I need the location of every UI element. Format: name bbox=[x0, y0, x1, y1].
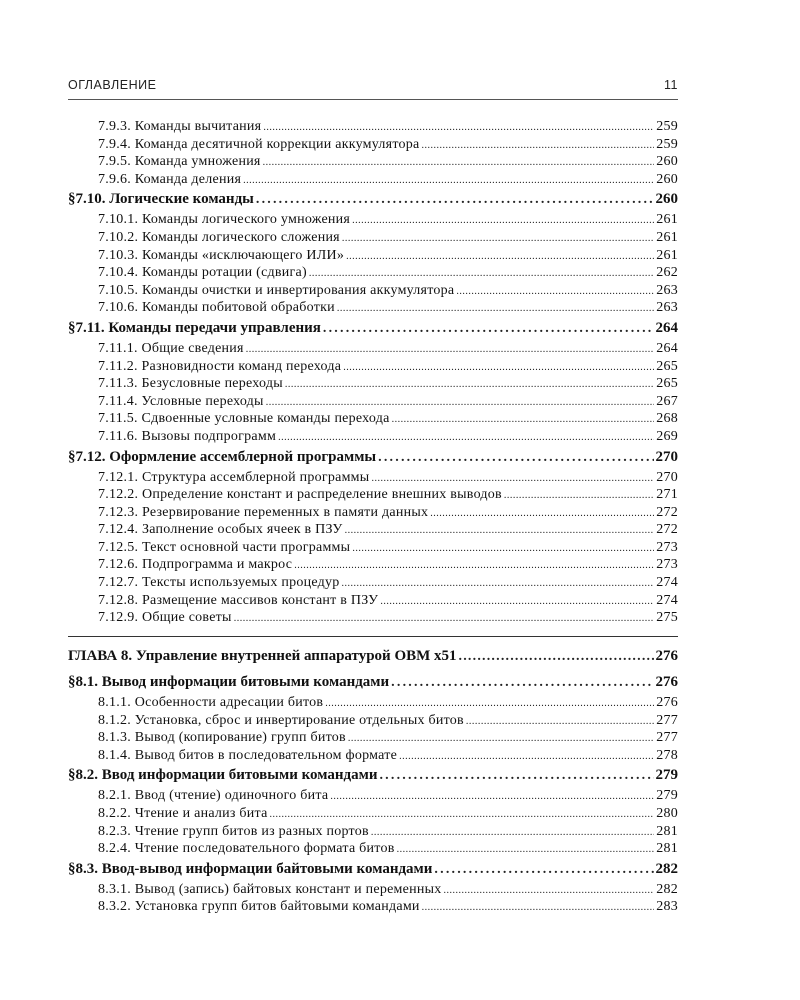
toc-entry-page: 282 bbox=[655, 860, 678, 877]
toc-entry-title: §7.12. Оформление ассемблерной программы bbox=[68, 448, 377, 465]
toc-entry bbox=[68, 341, 678, 359]
toc-entry-title: 7.11.2. Разновидности команд перехода bbox=[98, 358, 342, 374]
toc-entry-title: 7.11.6. Вызовы подпрограмм bbox=[98, 428, 277, 444]
toc-entry-page: 272 bbox=[656, 504, 678, 520]
toc-entry-page: 279 bbox=[656, 788, 678, 804]
dot-leader bbox=[323, 320, 654, 337]
toc-entry-title: 7.10.2. Команды логического сложения bbox=[98, 229, 340, 245]
toc-entry-title: 7.12.8. Размещение массивов констант в ПЗУ bbox=[98, 592, 379, 608]
dot-leader bbox=[263, 119, 654, 135]
toc-entry-title: 7.10.3. Команды «исключающего ИЛИ» bbox=[98, 247, 345, 263]
toc-entry bbox=[68, 154, 678, 172]
toc-entry-title: 7.9.3. Команды вычитания bbox=[98, 119, 262, 134]
dot-leader bbox=[371, 470, 654, 486]
toc-entry-page: 260 bbox=[655, 191, 678, 208]
toc-entry bbox=[68, 248, 678, 266]
toc-chapter-entry bbox=[68, 648, 678, 672]
toc-entry bbox=[68, 841, 678, 859]
toc-entry-page: 283 bbox=[656, 899, 678, 915]
toc-entry-title: 8.1.3. Вывод (копирование) групп битов bbox=[98, 730, 346, 746]
toc-entry-page: 261 bbox=[656, 247, 678, 263]
running-head bbox=[68, 78, 678, 94]
toc-entry-title: 8.1.2. Установка, сброс и инвертирование отдельных битов bbox=[98, 712, 464, 728]
toc-entry-title: 7.12.9. Общие советы bbox=[98, 610, 232, 626]
dot-leader bbox=[330, 788, 654, 804]
toc-entry-page: 275 bbox=[656, 610, 678, 626]
toc-entry-title: 7.9.5. Команда умножения bbox=[98, 154, 261, 170]
toc-section-entry bbox=[68, 765, 678, 788]
toc-entry bbox=[68, 411, 678, 429]
dot-leader bbox=[234, 610, 655, 626]
dot-leader bbox=[346, 248, 654, 264]
dot-leader bbox=[309, 265, 654, 281]
toc-entry bbox=[68, 557, 678, 575]
toc-entry-page: 272 bbox=[656, 522, 678, 538]
dot-leader bbox=[278, 429, 654, 445]
toc-entry bbox=[68, 593, 678, 611]
dot-leader bbox=[456, 283, 654, 299]
toc-entry-title: 8.2.4. Чтение последовательного формата битов bbox=[98, 841, 395, 857]
toc-entry-page: 280 bbox=[656, 805, 678, 821]
dot-leader bbox=[459, 648, 654, 665]
toc-entry-page: 265 bbox=[656, 358, 678, 374]
toc-entry-title: 8.3.2. Установка групп битов байтовыми командами bbox=[98, 899, 420, 915]
toc-entry bbox=[68, 376, 678, 394]
toc-entry-title: 7.10.5. Команды очистки и инвертирования аккумулятора bbox=[98, 282, 455, 298]
dot-leader bbox=[371, 824, 654, 840]
toc-entry-title: 7.12.5. Текст основной части программы bbox=[98, 539, 351, 555]
toc-entry-page: 274 bbox=[656, 592, 678, 608]
toc-entry bbox=[68, 487, 678, 505]
toc-entry-title: 7.10.4. Команды ротации (сдвига) bbox=[98, 265, 307, 281]
toc-entry-page: 270 bbox=[655, 448, 678, 465]
dot-leader bbox=[378, 449, 653, 466]
dot-leader bbox=[466, 713, 654, 729]
toc-entry bbox=[68, 265, 678, 283]
toc-entry-title: 7.9.4. Команда десятичной коррекции аккумулятора bbox=[98, 136, 420, 152]
toc-entry-title: §7.10. Логические команды bbox=[68, 191, 254, 208]
toc-entry-page: 277 bbox=[656, 730, 678, 746]
toc-entry bbox=[68, 748, 678, 766]
toc-entry-page: 263 bbox=[656, 300, 678, 316]
toc-entry-title: 8.2.3. Чтение групп битов из разных портов bbox=[98, 823, 369, 839]
header-rule bbox=[68, 99, 678, 100]
dot-leader bbox=[391, 674, 653, 691]
toc-entry-page: 278 bbox=[656, 747, 678, 763]
toc-entry-title: 7.11.4. Условные переходы bbox=[98, 393, 264, 409]
toc-entry-page: 276 bbox=[655, 674, 678, 690]
dot-leader bbox=[444, 882, 655, 898]
toc-entry-title: §8.2. Ввод информации битовыми командами bbox=[68, 767, 378, 784]
dot-leader bbox=[341, 575, 654, 591]
toc-entry-title: 7.12.1. Структура ассемблерной программы bbox=[98, 469, 370, 485]
running-head-title: ОГЛАВЛЕНИЕ bbox=[68, 78, 157, 92]
toc-entry-page: 279 bbox=[655, 767, 678, 784]
toc-entry-title: 8.1.1. Особенности адресации битов bbox=[98, 695, 324, 710]
toc-entry-title: 8.1.4. Вывод битов в последовательном формате bbox=[98, 747, 398, 763]
dot-leader bbox=[352, 212, 654, 228]
toc-entry-page: 259 bbox=[656, 136, 678, 152]
toc-entry-page: 260 bbox=[656, 171, 678, 187]
dot-leader bbox=[285, 376, 654, 392]
page-number: 11 bbox=[664, 78, 678, 92]
toc-entry-title: 8.3.1. Вывод (запись) байтовых констант и переменных bbox=[98, 881, 442, 897]
dot-leader bbox=[422, 137, 655, 153]
toc-entry bbox=[68, 359, 678, 377]
toc-entry-title: 7.9.6. Команда деления bbox=[98, 171, 242, 187]
dot-leader bbox=[266, 394, 655, 410]
dot-leader bbox=[256, 191, 654, 208]
toc-entry-title: 7.11.3. Безусловные переходы bbox=[98, 376, 283, 392]
toc-section-entry bbox=[68, 318, 678, 341]
toc-entry-page: 267 bbox=[656, 393, 678, 409]
toc-entry bbox=[68, 429, 678, 447]
toc-entry-title: §8.1. Вывод информации битовыми командами bbox=[68, 674, 390, 690]
toc-entry-page: 265 bbox=[656, 376, 678, 392]
dot-leader bbox=[325, 695, 654, 711]
toc-entry bbox=[68, 394, 678, 412]
dot-leader bbox=[270, 806, 655, 822]
dot-leader bbox=[243, 172, 654, 188]
dot-leader bbox=[422, 899, 655, 915]
toc-entry-title: §8.3. Ввод-вывод информации байтовыми командами bbox=[68, 860, 433, 877]
toc-entry bbox=[68, 882, 678, 900]
toc-entry-page: 271 bbox=[656, 487, 678, 503]
toc-entry-title: §7.11. Команды передачи управления bbox=[68, 319, 321, 336]
dot-leader bbox=[348, 730, 654, 746]
toc-entry-page: 276 bbox=[655, 648, 678, 664]
toc-entry-title: 7.11.1. Общие сведения bbox=[98, 340, 244, 356]
toc-section-entry bbox=[68, 672, 678, 695]
toc-entry-page: 276 bbox=[656, 695, 678, 710]
toc-entry bbox=[68, 806, 678, 824]
chapter-divider-rule bbox=[68, 636, 678, 637]
toc-section-chapter-7 bbox=[68, 119, 678, 628]
toc-entry-page: 274 bbox=[656, 575, 678, 591]
toc-entry-page: 264 bbox=[656, 340, 678, 356]
toc-section-entry bbox=[68, 189, 678, 212]
toc-entry-title: ГЛАВА 8. Управление внутренней аппаратурой OBM x51 bbox=[68, 648, 457, 664]
dot-leader bbox=[504, 487, 654, 503]
toc-entry bbox=[68, 300, 678, 318]
toc-entry bbox=[68, 824, 678, 842]
toc-entry-page: 263 bbox=[656, 282, 678, 298]
dot-leader bbox=[294, 557, 654, 573]
toc-entry bbox=[68, 172, 678, 190]
toc-entry bbox=[68, 575, 678, 593]
toc-entry-page: 262 bbox=[656, 265, 678, 281]
toc-entry-title: 7.12.3. Резервирование переменных в памяти данных bbox=[98, 504, 429, 520]
toc-section-entry bbox=[68, 859, 678, 882]
toc-entry bbox=[68, 470, 678, 488]
toc-entry bbox=[68, 610, 678, 628]
dot-leader bbox=[399, 748, 654, 764]
toc-entry-page: 273 bbox=[656, 539, 678, 555]
toc-entry bbox=[68, 730, 678, 748]
toc-entry-page: 269 bbox=[656, 428, 678, 444]
dot-leader bbox=[345, 522, 655, 538]
toc-entry bbox=[68, 212, 678, 230]
dot-leader bbox=[343, 359, 654, 375]
toc-entry-title: 7.12.4. Заполнение особых ячеек в ПЗУ bbox=[98, 522, 343, 538]
toc-entry-title: 7.12.6. Подпрограмма и макрос bbox=[98, 557, 293, 573]
toc-entry-page: 260 bbox=[656, 154, 678, 170]
toc-entry-page: 264 bbox=[655, 319, 678, 336]
toc-entry bbox=[68, 713, 678, 731]
toc-entry-page: 259 bbox=[656, 119, 678, 134]
toc-entry-page: 282 bbox=[656, 881, 678, 897]
toc-entry-title: 8.2.2. Чтение и анализ бита bbox=[98, 805, 268, 821]
toc-entry bbox=[68, 283, 678, 301]
toc-section-chapter-8 bbox=[68, 648, 678, 917]
toc-entry-page: 270 bbox=[656, 469, 678, 485]
toc-entry bbox=[68, 522, 678, 540]
toc-section-entry bbox=[68, 447, 678, 470]
toc-entry bbox=[68, 505, 678, 523]
toc-entry-title: 7.10.6. Команды побитовой обработки bbox=[98, 300, 335, 316]
toc-entry-page: 281 bbox=[656, 841, 678, 857]
toc-entry-page: 268 bbox=[656, 411, 678, 427]
dot-leader bbox=[352, 540, 654, 556]
toc-entry bbox=[68, 899, 678, 917]
toc-entry bbox=[68, 695, 678, 713]
toc-entry-page: 261 bbox=[656, 212, 678, 228]
toc-entry-page: 277 bbox=[656, 712, 678, 728]
toc-entry-page: 261 bbox=[656, 229, 678, 245]
toc-entry-title: 7.12.7. Тексты используемых процедур bbox=[98, 575, 340, 591]
toc-entry bbox=[68, 230, 678, 248]
toc-entry bbox=[68, 137, 678, 155]
toc-entry bbox=[68, 540, 678, 558]
dot-leader bbox=[342, 230, 654, 246]
toc-entry-title: 8.2.1. Ввод (чтение) одиночного бита bbox=[98, 788, 329, 804]
dot-leader bbox=[379, 767, 653, 784]
dot-leader bbox=[380, 593, 654, 609]
dot-leader bbox=[246, 341, 655, 357]
dot-leader bbox=[430, 505, 654, 521]
toc-entry-title: 7.11.5. Сдвоенные условные команды перехода bbox=[98, 411, 390, 427]
toc-entry-page: 281 bbox=[656, 823, 678, 839]
toc-entry-title: 7.10.1. Команды логического умножения bbox=[98, 212, 351, 228]
toc-entry bbox=[68, 119, 678, 137]
toc-entry-page: 273 bbox=[656, 557, 678, 573]
toc-entry bbox=[68, 788, 678, 806]
dot-leader bbox=[392, 411, 655, 427]
dot-leader bbox=[434, 861, 653, 878]
toc-entry-title: 7.12.2. Определение констант и распределение внешних выводов bbox=[98, 487, 502, 503]
dot-leader bbox=[397, 841, 655, 857]
dot-leader bbox=[263, 154, 655, 170]
dot-leader bbox=[337, 300, 654, 316]
